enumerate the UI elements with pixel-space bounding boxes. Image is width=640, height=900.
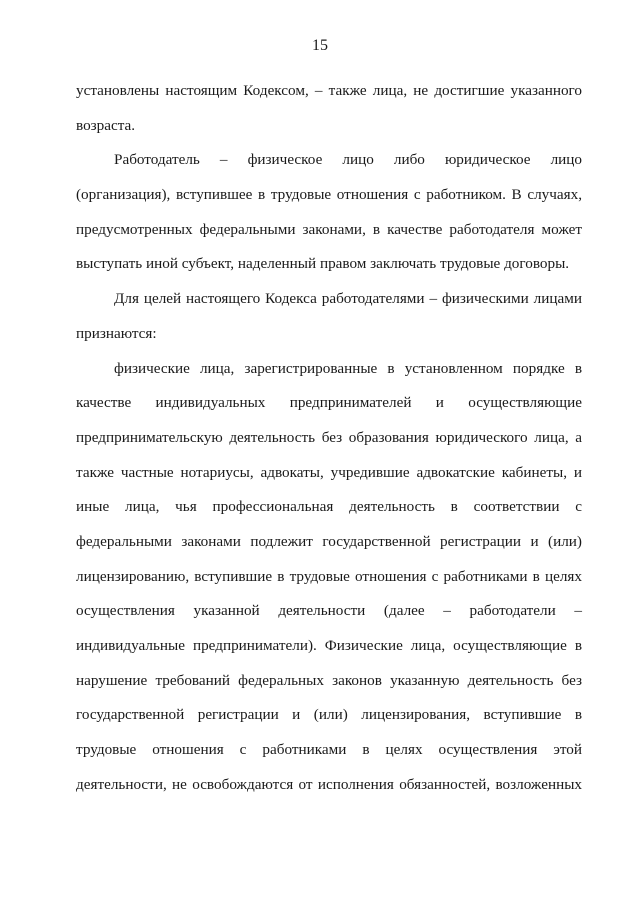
text-line: нарушение требований федеральных законов указанную деятельность без (76, 671, 582, 689)
text-line: федеральными законами подлежит государственной регистрации и (или) (76, 532, 582, 550)
text-line: признаются: (76, 324, 157, 342)
text-line: (организация), вступившее в трудовые отношения с работником. В случаях, (76, 186, 582, 204)
text-line: трудовые отношения с работниками в целях осуществления этой (76, 741, 582, 759)
text-line: осуществления указанной деятельности (далее – работодатели – (76, 602, 582, 620)
text-line: физические лица, зарегистрированные в установленном порядке в (114, 359, 582, 377)
text-line: деятельности, не освобождаются от исполнения обязанностей, возложенных (76, 775, 582, 793)
text-line: выступать иной субъект, наделенный правом заключать трудовые договоры. (76, 255, 570, 273)
text-line: предусмотренных федеральными законами, в качестве работодателя может (76, 220, 582, 238)
text-line: индивидуальные предприниматели). Физические лица, осуществляющие в (76, 637, 582, 654)
document-body (76, 74, 582, 802)
text-line: государственной регистрации и (или) лицензирования, вступившие в (76, 706, 582, 724)
text-line: предпринимательскую деятельность без образования юридического лица, а (76, 428, 582, 446)
page-number: 15 (312, 37, 328, 54)
text-line: Работодатель – физическое лицо либо юридическое лицо (114, 151, 582, 169)
text-line: качестве индивидуальных предпринимателей и осуществляющие (76, 394, 582, 412)
text-line: иные лица, чья профессиональная деятельность в соответствии с (76, 498, 582, 516)
text-line: возраста. (76, 116, 136, 134)
text-line: Для целей настоящего Кодекса работодателями – физическими лицами (114, 290, 582, 308)
text-line: также частные нотариусы, адвокаты, учредившие адвокатские кабинеты, и (76, 463, 582, 481)
text-line: лицензированию, вступившие в трудовые отношения с работниками в целях (76, 567, 582, 585)
text-line: установлены настоящим Кодексом, – также лица, не достигшие указанного (76, 82, 582, 99)
